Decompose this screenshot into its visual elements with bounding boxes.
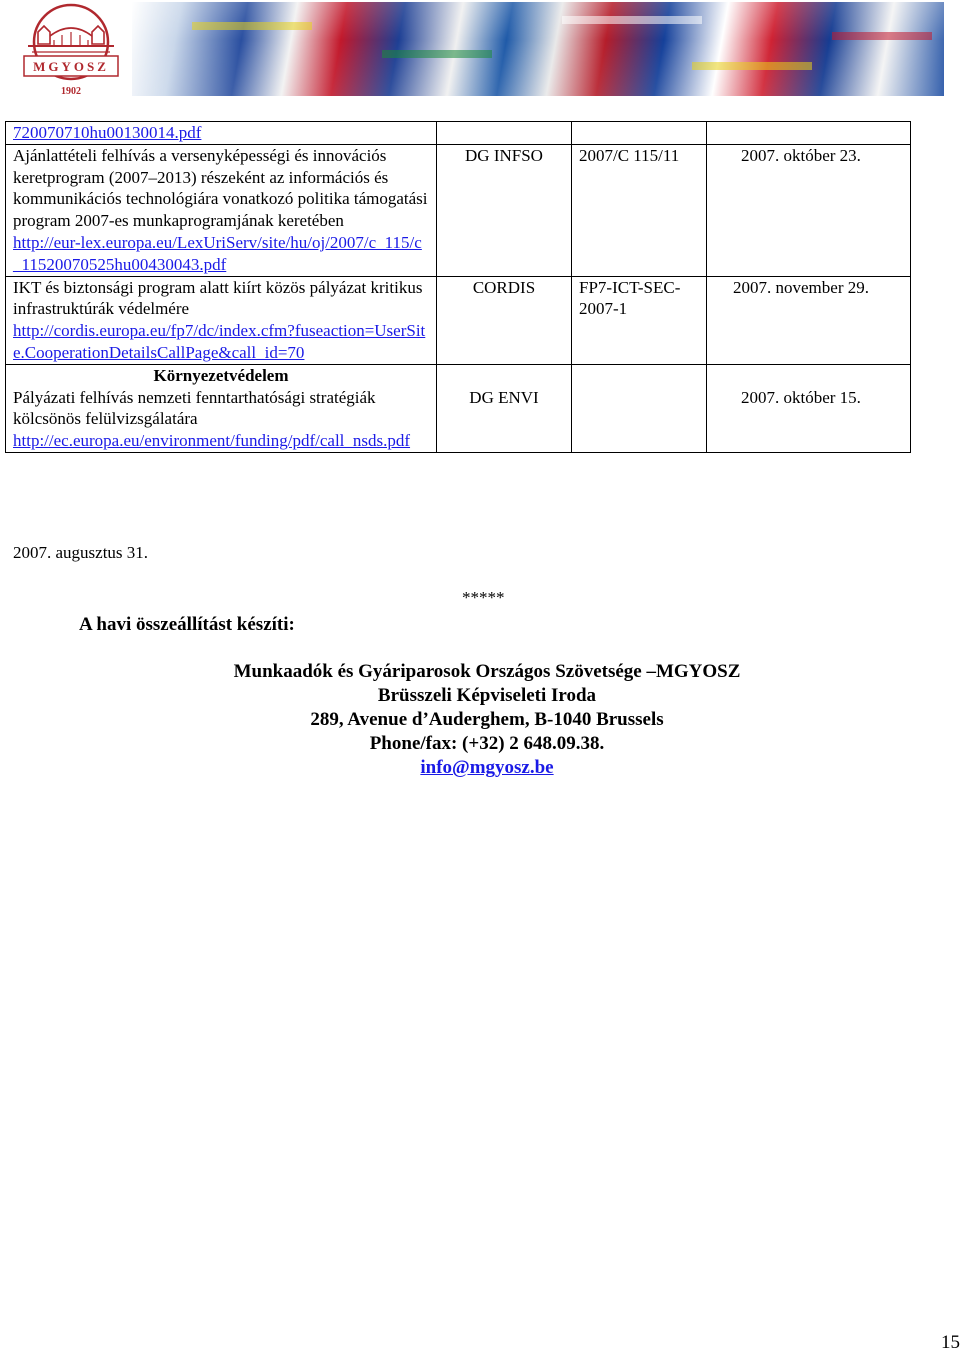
calls-table — [5, 121, 911, 453]
deadline-cell: 2007. október 15. — [707, 387, 911, 453]
ref-cell: 2007/C 115/11 — [572, 144, 707, 276]
mgyosz-logo — [10, 2, 132, 98]
call-link[interactable]: http://eur-lex.europa.eu/LexUriServ/site/hu/oj/2007/c_115/c_11520070525hu00430043.pdf — [13, 232, 422, 274]
org-cell: CORDIS — [437, 276, 572, 364]
deadline-cell — [707, 122, 911, 145]
contact-block — [190, 660, 784, 780]
logo-year: 1902 — [61, 86, 81, 97]
call-link[interactable]: http://ec.europa.eu/environment/funding/pdf/call_nsds.pdf — [13, 431, 411, 451]
ref-cell: FP7-ICT-SEC-2007-1 — [572, 276, 707, 364]
section-heading: Környezetvédelem — [6, 364, 437, 386]
table-row — [6, 276, 911, 364]
document-date: 2007. augusztus 31. — [13, 543, 149, 562]
street-address: 289, Avenue d’Auderghem, B-1040 Brussels — [310, 709, 664, 730]
eu-flags-banner — [132, 2, 944, 96]
ref-cell — [572, 387, 707, 453]
call-link[interactable]: 720070710hu00130014.pdf — [13, 123, 202, 142]
call-description: Pályázati felhívás nemzeti fenntarthatósági stratégiák kölcsönös felülvizsgálatára — [13, 387, 376, 429]
compiler-label: A havi összeállítást készíti: — [79, 614, 295, 635]
phone-fax: Phone/fax: (+32) 2 648.09.38. — [369, 733, 605, 754]
org-cell: DG ENVI — [437, 387, 572, 453]
call-description: Ajánlattételi felhívás a versenyképességi és innovációs keretprogram (2007–2013) részeként az információs és kommunikációs technológiára vonatkozó politika támogatási program 2007-es munkaprogramjának keretében — [13, 145, 428, 231]
org-name: Munkaadók és Gyáriparosok Országos Szövetsége –MGYOSZ — [233, 661, 741, 682]
page-number: 15 — [941, 1332, 960, 1353]
call-description: IKT és biztonsági program alatt kiírt közös pályázat kritikus infrastruktúrák védelmére — [13, 277, 423, 319]
table-row — [6, 122, 911, 145]
separator-stars: ***** — [462, 588, 505, 607]
call-link[interactable]: http://cordis.europa.eu/fp7/dc/index.cfm?fuseaction=UserSite.CooperationDetailsCallPage&call_id=70 — [13, 321, 426, 362]
ref-cell — [572, 122, 707, 145]
deadline-cell: 2007. október 23. — [707, 144, 911, 276]
org-cell — [437, 122, 572, 145]
table-row — [6, 144, 911, 276]
table-row — [6, 364, 911, 386]
email-link[interactable]: info@mgyosz.be — [420, 757, 554, 778]
org-cell: DG INFSO — [437, 144, 572, 276]
deadline-cell: 2007. november 29. — [707, 276, 911, 364]
logo-text: MGYOSZ — [33, 59, 109, 74]
table-row — [6, 387, 911, 453]
office-name: Brüsszeli Képviseleti Iroda — [377, 685, 597, 706]
